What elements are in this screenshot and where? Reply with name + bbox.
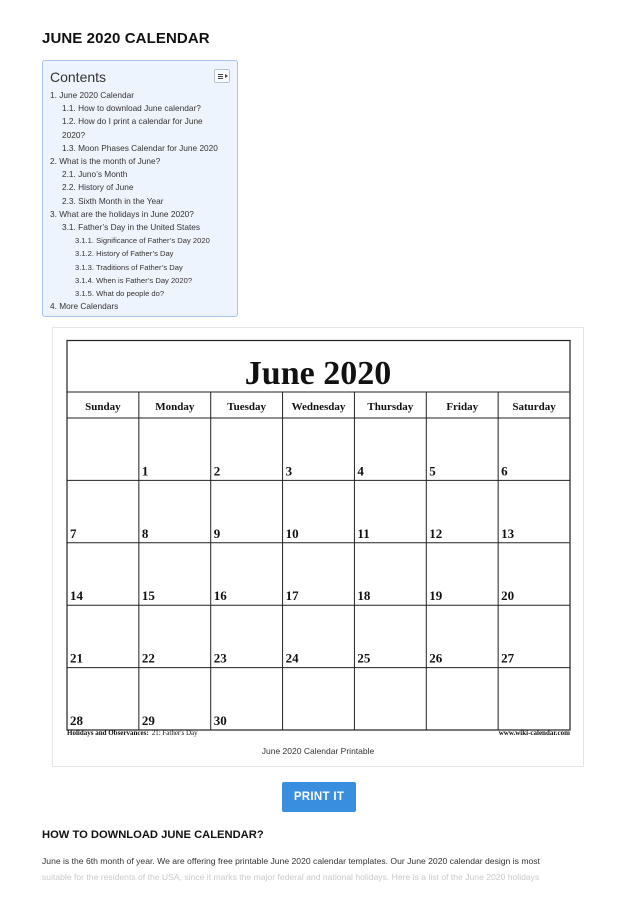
calendar-day-number: 15 <box>141 588 155 604</box>
toc-link[interactable]: 3.1.2. History of Father’s Day <box>75 249 174 259</box>
calendar-figure <box>52 327 584 767</box>
calendar-day-number: 21 <box>70 650 83 666</box>
calendar-day-number: 8 <box>141 525 149 541</box>
calendar-day-number: 24 <box>285 650 299 666</box>
calendar-day-number: 10 <box>285 525 299 541</box>
paragraph-text-cut: suitable for the residents of the USA, since it marks the major federal and national holidays. Here is a list of the June 2020 holidays <box>42 872 540 882</box>
toc-link[interactable]: 1.1. How to download June calendar? <box>62 103 201 114</box>
calendar-day-number: 4 <box>357 463 364 479</box>
calendar-day-number: 19 <box>429 588 443 604</box>
calendar-day-number: 20 <box>501 588 515 604</box>
calendar-day-number: 7 <box>70 525 77 541</box>
calendar-day-number: 18 <box>357 588 371 604</box>
section-paragraph <box>42 853 602 882</box>
calendar-day-number: 25 <box>357 650 371 666</box>
toc-link[interactable]: 3.1.1. Significance of Father’s Day 2020 <box>75 236 210 246</box>
calendar-day-number: 26 <box>429 650 443 666</box>
calendar-day-number: 16 <box>213 588 227 604</box>
calendar-day-number: 11 <box>357 525 370 541</box>
toc-link[interactable]: 3.1.3. Traditions of Father’s Day <box>75 262 183 272</box>
weekday-header: Monday <box>155 401 195 413</box>
calendar-day-number: 3 <box>285 463 293 479</box>
section-heading: HOW TO DOWNLOAD JUNE CALENDAR? <box>42 829 264 841</box>
calendar-day-number: 29 <box>141 713 155 728</box>
calendar-day-number: 22 <box>141 650 155 666</box>
weekday-header: Sunday <box>85 401 121 413</box>
weekday-header: Saturday <box>512 401 556 413</box>
calendar-day-number: 1 <box>141 463 149 479</box>
calendar-footer-label: Holidays and Observances: <box>67 729 149 737</box>
calendar-title: June 2020 <box>244 355 392 392</box>
weekday-header: Tuesday <box>227 401 267 413</box>
calendar-day-number: 13 <box>501 525 515 541</box>
page-title: JUNE 2020 CALENDAR <box>42 30 210 47</box>
table-of-contents <box>42 60 238 317</box>
calendar-day-number: 9 <box>213 525 221 541</box>
calendar-day-number: 30 <box>213 713 227 728</box>
calendar-footer-holidays: 21: Father's Day <box>151 729 198 737</box>
toc-link[interactable]: 3.1.5. What do people do? <box>75 289 165 299</box>
toc-list <box>50 89 218 313</box>
weekday-header: Wednesday <box>291 401 346 413</box>
calendar-day-number: 5 <box>429 463 436 479</box>
toc-toggle-icon[interactable] <box>214 69 230 83</box>
weekday-header: Friday <box>446 401 479 413</box>
toc-link[interactable]: 3. What are the holidays in June 2020? <box>50 208 194 219</box>
weekday-header: Thursday <box>367 401 414 413</box>
toc-link[interactable]: 2.1. Juno’s Month <box>62 169 128 180</box>
calendar-day-number: 14 <box>70 588 83 604</box>
toc-link[interactable]: 3.1.4. When is Father’s Day 2020? <box>75 275 193 285</box>
toc-link[interactable]: 4. More Calendars <box>50 301 119 312</box>
calendar-day-number: 6 <box>501 463 508 479</box>
toc-link[interactable]: 1.2. How do I print a calendar for June 2020? <box>62 116 203 140</box>
calendar-footer <box>67 729 198 737</box>
toc-link[interactable]: 1.3. Moon Phases Calendar for June 2020 <box>62 142 218 153</box>
calendar-day-number: 23 <box>213 650 227 666</box>
calendar-day-number: 17 <box>285 588 299 604</box>
toc-link[interactable]: 2. What is the month of June? <box>50 156 161 167</box>
calendar-caption: June 2020 Calendar Printable <box>261 746 375 756</box>
toc-link[interactable]: 2.2. History of June <box>62 182 134 193</box>
calendar-footer-site: www.wiki-calendar.com <box>498 729 570 737</box>
toc-header: Contents <box>50 69 107 85</box>
toc-link[interactable]: 2.3. Sixth Month in the Year <box>62 195 164 206</box>
june-2020-calendar-image <box>65 340 572 742</box>
calendar-day-number: 2 <box>213 463 221 479</box>
toc-link[interactable]: 3.1. Father’s Day in the United States <box>62 222 201 233</box>
calendar-day-number: 27 <box>501 650 515 666</box>
toc-link[interactable]: 1. June 2020 Calendar <box>50 90 134 100</box>
print-button[interactable]: PRINT IT <box>282 782 356 812</box>
paragraph-text: June is the 6th month of year. We are offering free printable June 2020 calendar templates. Our June 2020 calendar design is most <box>42 856 540 866</box>
calendar-day-number: 28 <box>70 713 83 728</box>
calendar-day-number: 12 <box>429 525 443 541</box>
